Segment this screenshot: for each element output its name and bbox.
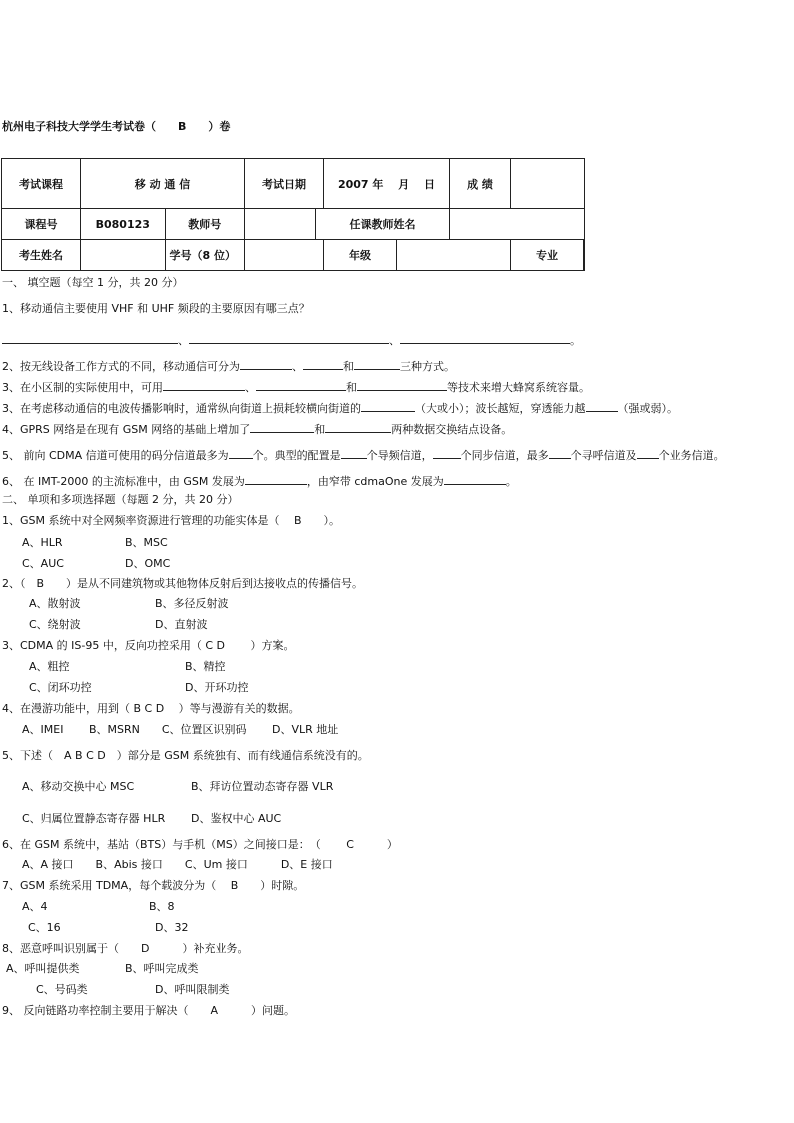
option[interactable]: C、AUC (22, 557, 64, 570)
value-teacher-no (245, 209, 316, 240)
answer-blank[interactable] (229, 447, 253, 459)
option[interactable]: B、精控 (185, 660, 226, 673)
value-exam-date: 2007 年 月 日 (324, 159, 450, 209)
fill-question-5: 4、GPRS 网络是在现有 GSM 网络的基础上增加了 和 两种数据交换结点设备。 (2, 423, 513, 436)
choice-question-2: 2、（ B ）是从不同建筑物或其他物体反射后到达接收点的传播信号。 (2, 577, 364, 590)
section1-heading: 一、 填空题（每空 1 分，共 20 分） (2, 276, 184, 289)
choice-question-6: 6、在 GSM 系统中，基站（BTS）与手机（MS）之间接口是： （ C ） (2, 838, 398, 851)
fill-question-2: 2、按无线设备工作方式的不同，移动通信可分为 、 和 三种方式。 (2, 360, 455, 373)
label-student-id: 学号（8 位） (165, 240, 245, 271)
choice-question-8: 8、恶意呼叫识别属于（ D ）补充业务。 (2, 942, 249, 955)
value-course: 移 动 通 信 (81, 159, 245, 209)
fill-question-7: 6、 在 IMT-2000 的主流标准中，由 GSM 发展为 ，由窄带 cdmaOne 发展为 。 (2, 475, 517, 488)
option[interactable]: C、绕射波 (29, 618, 81, 631)
option[interactable]: C、闭环功控 (29, 681, 92, 694)
answer-blank[interactable] (189, 332, 389, 344)
answer-blank[interactable] (303, 358, 343, 370)
label-exam-date: 考试日期 (245, 159, 324, 209)
option[interactable]: A、4 (22, 900, 48, 913)
answer-blank[interactable] (250, 421, 314, 433)
option[interactable]: D、开环功控 (185, 681, 249, 694)
option[interactable]: A、HLR (22, 536, 63, 549)
label-major: 专业 (511, 240, 584, 271)
choice-question-9: 9、 反向链路功率控制主要用于解决（ A ）问题。 (2, 1004, 296, 1017)
answer-blank[interactable] (549, 447, 571, 459)
option[interactable]: C、归属位置静态寄存器 HLR (22, 812, 166, 825)
option[interactable]: B、8 (149, 900, 175, 913)
choice-question-3: 3、CDMA 的 IS-95 中，反向功控采用（ C D ）方案。 (2, 639, 295, 652)
option[interactable]: A、粗控 (29, 660, 70, 673)
answer-blank[interactable] (637, 447, 659, 459)
option[interactable]: C、号码类 (36, 983, 88, 996)
choice-question-4: 4、在漫游功能中，用到（ B C D ）等与漫游有关的数据。 (2, 702, 300, 715)
value-student-name (81, 240, 166, 271)
option[interactable]: D、32 (155, 921, 189, 934)
option[interactable]: D、呼叫限制类 (155, 983, 230, 996)
label-grade: 年级 (324, 240, 397, 271)
fill-question-1: 1、移动通信主要使用 VHF 和 UHF 频段的主要原因有哪三点？ (2, 302, 310, 315)
label-teacher-no: 教师号 (165, 209, 245, 240)
exam-info-table (1, 158, 585, 271)
answer-blank[interactable] (444, 473, 506, 485)
answer-blank[interactable] (240, 358, 292, 370)
answer-blank[interactable] (357, 379, 447, 391)
value-grade (397, 240, 511, 271)
option[interactable]: B、多径反射波 (155, 597, 229, 610)
answer-blank[interactable] (433, 447, 461, 459)
option-row[interactable]: A、A 接口 B、Abis 接口 C、Um 接口 D、E 接口 (22, 858, 333, 871)
exam-title: 杭州电子科技大学学生考试卷（ B ）卷 (2, 120, 231, 133)
answer-blank[interactable] (361, 400, 415, 412)
option[interactable]: D、鉴权中心 AUC (191, 812, 282, 825)
label-course-no: 课程号 (2, 209, 81, 240)
choice-question-7: 7、GSM 系统采用 TDMA，每个载波分为（ B ）时隙。 (2, 879, 305, 892)
fill-question-4: 3、在考虑移动通信的电波传播影响时，通常纵向街道上损耗较横向街道的 （大或小）；波长越短，穿透能力越 （强或弱）。 (2, 402, 678, 415)
answer-blank[interactable] (400, 332, 570, 344)
option[interactable]: D、直射波 (155, 618, 208, 631)
option[interactable]: A、呼叫提供类 (6, 962, 80, 975)
answer-blank[interactable] (163, 379, 245, 391)
answer-blank[interactable] (341, 447, 367, 459)
option[interactable]: B、拜访位置动态寄存器 VLR (191, 780, 334, 793)
label-teacher-name: 任课教师姓名 (316, 209, 450, 240)
value-course-no: B080123 (81, 209, 166, 240)
value-student-id (245, 240, 324, 271)
option-row[interactable]: A、IMEI B、MSRN C、位置区识别码 D、VLR 地址 (22, 723, 339, 736)
option[interactable]: B、呼叫完成类 (125, 962, 199, 975)
answer-blank[interactable] (354, 358, 400, 370)
answer-blank[interactable] (245, 473, 307, 485)
answer-blank[interactable] (586, 400, 618, 412)
value-score (511, 159, 585, 209)
option[interactable]: C、16 (28, 921, 61, 934)
section2-heading: 二、 单项和多项选择题（每题 2 分，共 20 分） (2, 493, 239, 506)
label-course: 考试课程 (2, 159, 81, 209)
fill-question-3: 3、在小区制的实际使用中，可用 、 和 等技术来增大蜂窝系统容量。 (2, 381, 590, 394)
choice-question-5: 5、下述（ A B C D ）部分是 GSM 系统独有、而有线通信系统没有的。 (2, 749, 369, 762)
value-major (584, 240, 585, 271)
option[interactable]: A、散射波 (29, 597, 81, 610)
choice-question-1: 1、GSM 系统中对全网频率资源进行管理的功能实体是（ B ）。 (2, 514, 341, 527)
answer-blank[interactable] (256, 379, 346, 391)
fill-question-1-answer: 、 、 。 (2, 332, 581, 348)
label-student-name: 考生姓名 (2, 240, 81, 271)
option[interactable]: A、移动交换中心 MSC (22, 780, 135, 793)
value-teacher-name (450, 209, 585, 240)
option[interactable]: D、OMC (125, 557, 171, 570)
answer-blank[interactable] (2, 332, 178, 344)
fill-question-6: 5、 前向 CDMA 信道可使用的码分信道最多为 个。典型的配置是 个导频信道， 个同步信道，最多 个寻呼信道及 个业务信道。 (2, 449, 725, 462)
label-score: 成 绩 (450, 159, 511, 209)
answer-blank[interactable] (325, 421, 391, 433)
option[interactable]: B、MSC (125, 536, 168, 549)
